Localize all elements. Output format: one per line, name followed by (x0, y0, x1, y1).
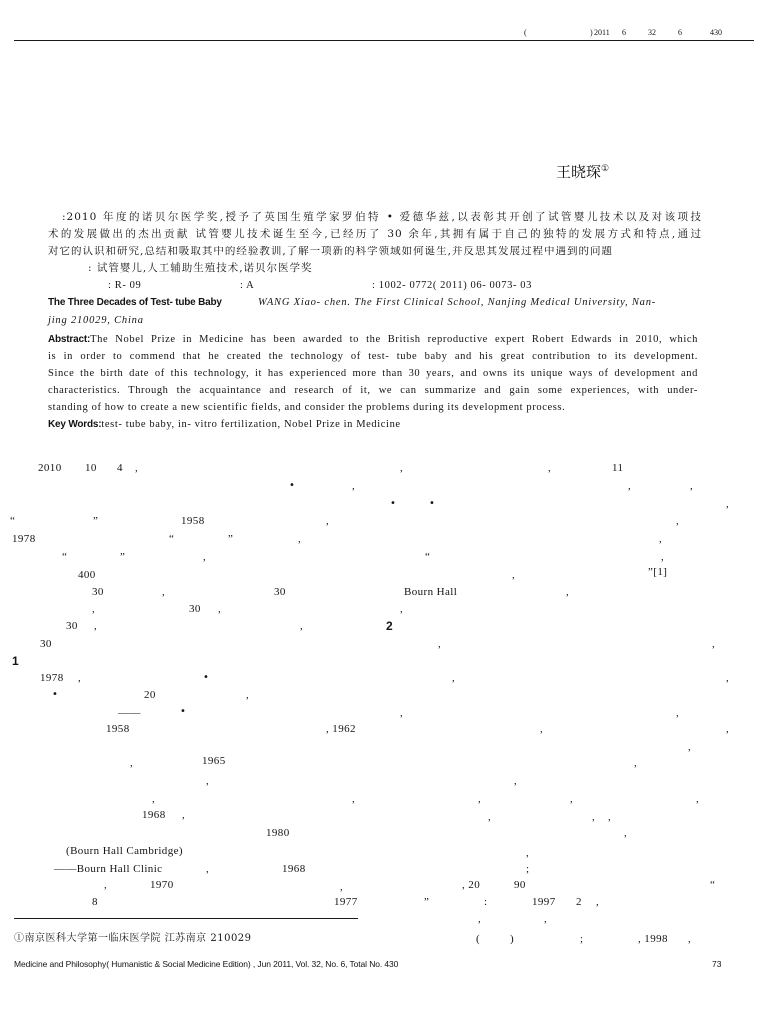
body-fragment: 1958 (106, 723, 130, 735)
footnote-rule (14, 918, 358, 919)
page-number: 73 (712, 959, 722, 969)
body-fragment: , (352, 793, 356, 805)
body-fragment: , (400, 462, 404, 474)
body-fragment: 1965 (202, 755, 226, 767)
body-fragment: “ (169, 533, 175, 545)
body-fragment: “ (710, 879, 716, 891)
body-bullet: • (429, 498, 435, 509)
body-fragment: , (400, 603, 404, 615)
body-fragment: , (696, 793, 700, 805)
body-fragment: , (676, 707, 680, 719)
body-fragment: , (726, 723, 730, 735)
keywords-cn: : 试管婴儿,人工辅助生殖技术,诺贝尔医学奖 (88, 262, 313, 274)
body-fragment: 2010 (38, 462, 62, 474)
body-fragment: ” (120, 551, 126, 563)
body-fragment: , (162, 586, 166, 598)
body-fragment: , (726, 672, 730, 684)
header-total: 430 (710, 28, 722, 37)
body-fragment: 8 (92, 896, 98, 908)
body-fragment: , (661, 551, 665, 563)
header-month: 6 (622, 28, 626, 37)
abstract-cn-line-3: 对它的认识和研究,总结和吸取其中的经验教训,了解一项新的科学领域如何诞生,并反思其发展过程中遇到的问题 (48, 246, 614, 257)
body-fragment: , (478, 793, 482, 805)
body-fragment: 2 (576, 896, 582, 908)
english-author-line-1: WANG Xiao- chen. The First Clinical School, Nanjing Medical University, Nan- (258, 297, 657, 308)
body-fragment: , (104, 879, 108, 891)
article-id: : 1002- 0772( 2011) 06- 0073- 03 (372, 280, 532, 291)
body-fragment: ” (424, 896, 430, 908)
body-fragment: , (478, 913, 482, 925)
body-fragment: , (340, 881, 344, 893)
english-abstract-label: Abstract: (48, 334, 91, 345)
body-fragment: : (484, 896, 488, 908)
header-year: 2011 (594, 28, 610, 37)
body-fragment: , (690, 480, 694, 492)
body-fragment: , (298, 533, 302, 545)
body-fragment: 2 (386, 619, 393, 633)
body-fragment: Bourn Hall (404, 586, 458, 598)
footnote-affiliation: ①南京医科大学第一临床医学院 江苏南京 210029 (14, 933, 252, 944)
body-fragment: , (592, 811, 596, 823)
journal-citation: Medicine and Philosophy( Humanistic & Social Medicine Edition) , Jun 2011, Vol. 32, No. 6, Total No. 430 (14, 959, 399, 969)
body-fragment: , (540, 723, 544, 735)
body-fragment: , (676, 515, 680, 527)
header-paren-close: ) (590, 28, 593, 37)
english-keywords-label: Key Words: (48, 419, 102, 430)
english-abstract-line-3: Since the birth date of this technology, it has experienced more than 30 years, and owns its unique ways of development and (48, 368, 698, 379)
english-abstract-line-5: standing of how to create a new scientific fields, and consider the problems during its development process. (48, 402, 566, 413)
author-name-text: 王晓琛 (556, 163, 602, 181)
body-fragment: 1978 (12, 533, 36, 545)
body-fragment: , (152, 793, 156, 805)
body-fragment: , 20 (462, 879, 481, 891)
header-volume: 32 (648, 28, 656, 37)
body-fragment: , (544, 913, 548, 925)
body-fragment: , (206, 863, 210, 875)
body-fragment: —— (118, 707, 141, 719)
body-fragment: , (548, 462, 552, 474)
body-fragment: 11 (612, 462, 624, 474)
section-number: 1 (12, 654, 19, 668)
body-fragment: , (514, 775, 518, 787)
body-fragment: , (438, 638, 442, 650)
body-fragment: 90 (514, 879, 526, 891)
header-paren-open: ( (524, 28, 527, 37)
body-fragment: , (628, 480, 632, 492)
body-fragment: 1968 (282, 863, 306, 875)
body-fragment: , (130, 757, 134, 769)
body-fragment: 1968 (142, 809, 166, 821)
english-abstract-line-1 (48, 335, 698, 346)
body-fragment: , (488, 811, 492, 823)
body-fragment: , (246, 689, 250, 701)
abstract-cn-line-1: :2010 年度的诺贝尔医学奖,授予了英国生殖学家罗伯特 • 爱德华兹,以表彰其开创了试管婴儿技术以及对该项技 (62, 211, 702, 223)
body-fragment: 1997 (532, 896, 556, 908)
body-fragment: , (608, 811, 612, 823)
body-bullet: • (180, 706, 186, 717)
english-abstract-line-2: is in order to commend that he created the technology of test- tube baby and his great contribution to its development. (48, 351, 698, 362)
body-fragment: ”[1] (648, 566, 668, 578)
body-fragment: 30 (274, 586, 286, 598)
body-fragment: , (452, 672, 456, 684)
body-fragment: , (688, 933, 692, 945)
body-bullet: • (52, 689, 58, 700)
body-fragment: , (182, 809, 186, 821)
body-fragment: “ (425, 551, 431, 563)
body-fragment: ; (580, 933, 584, 945)
body-fragment: 30 (92, 586, 104, 598)
body-fragment: , (326, 515, 330, 527)
body-fragment: 20 (144, 689, 156, 701)
body-fragment: 1977 (334, 896, 358, 908)
body-fragment: , (634, 757, 638, 769)
body-fragment: , (624, 827, 628, 839)
body-fragment: ; (526, 863, 530, 875)
english-abstract-line-4: characteristics. Through the acquaintance and research of it, we can summarize and gain some experiences, with under- (48, 385, 698, 396)
body-fragment: , (92, 603, 96, 615)
body-fragment: , (206, 775, 210, 787)
body-fragment: , (712, 638, 716, 650)
english-keywords-line (48, 420, 401, 431)
body-fragment: , (596, 896, 600, 908)
body-fragment: ” (228, 533, 234, 545)
body-fragment: , (566, 586, 570, 598)
body-fragment: 1980 (266, 827, 290, 839)
body-fragment: , (203, 551, 207, 563)
body-fragment: , (352, 480, 356, 492)
body-fragment: , (512, 569, 516, 581)
body-fragment: , (726, 498, 730, 510)
clc-number: : R- 09 (108, 280, 142, 291)
body-bullet: • (203, 672, 209, 683)
body-fragment: 30 (40, 638, 52, 650)
body-fragment: 10 (85, 462, 97, 474)
header-number: 6 (678, 28, 682, 37)
body-fragment: , (135, 462, 139, 474)
body-fragment: , (300, 620, 304, 632)
english-author-line-2: jing 210029, China (48, 315, 144, 326)
body-fragment: “ (62, 551, 68, 563)
body-fragment: , (659, 533, 663, 545)
body-fragment: 4 (117, 462, 123, 474)
body-fragment: 30 (189, 603, 201, 615)
body-fragment: 30 (66, 620, 78, 632)
body-fragment: , 1998 (638, 933, 668, 945)
body-fragment: ) (510, 933, 515, 945)
body-fragment: , (78, 672, 82, 684)
body-fragment: , (400, 707, 404, 719)
body-fragment: ( (476, 933, 481, 945)
body-fragment: , (570, 793, 574, 805)
body-bullet: • (390, 498, 396, 509)
body-bullet: • (289, 480, 295, 491)
english-title: The Three Decades of Test- tube Baby (48, 297, 222, 308)
body-fragment: , (688, 741, 692, 753)
body-fragment: , (218, 603, 222, 615)
author-name (556, 165, 609, 180)
english-abstract-text-1: The Nobel Prize in Medicine has been awarded to the British reproductive expert Robert Edwards in 2010, which (90, 334, 698, 345)
body-fragment: , (94, 620, 98, 632)
body-fragment: “ (10, 515, 16, 527)
body-fragment: ——Bourn Hall Clinic (54, 863, 163, 875)
body-fragment: 400 (78, 569, 96, 581)
body-fragment: 1978 (40, 672, 64, 684)
body-fragment: (Bourn Hall Cambridge) (66, 845, 183, 857)
body-fragment: 1958 (181, 515, 205, 527)
header-rule (14, 40, 754, 41)
author-footnote-mark: ① (601, 164, 610, 174)
document-code: : A (240, 280, 255, 291)
english-keywords-text: test- tube baby, in- vitro fertilization, Nobel Prize in Medicine (101, 419, 401, 430)
body-fragment: , (526, 847, 530, 859)
body-fragment: ” (93, 515, 99, 527)
body-fragment: 1970 (150, 879, 174, 891)
body-fragment: , 1962 (326, 723, 356, 735)
abstract-cn-line-2: 术的发展做出的杰出贡献 试管婴儿技术诞生至今,已经历了 30 余年,其拥有属于自己的独特的发展方式和特点,通过 (48, 228, 702, 240)
